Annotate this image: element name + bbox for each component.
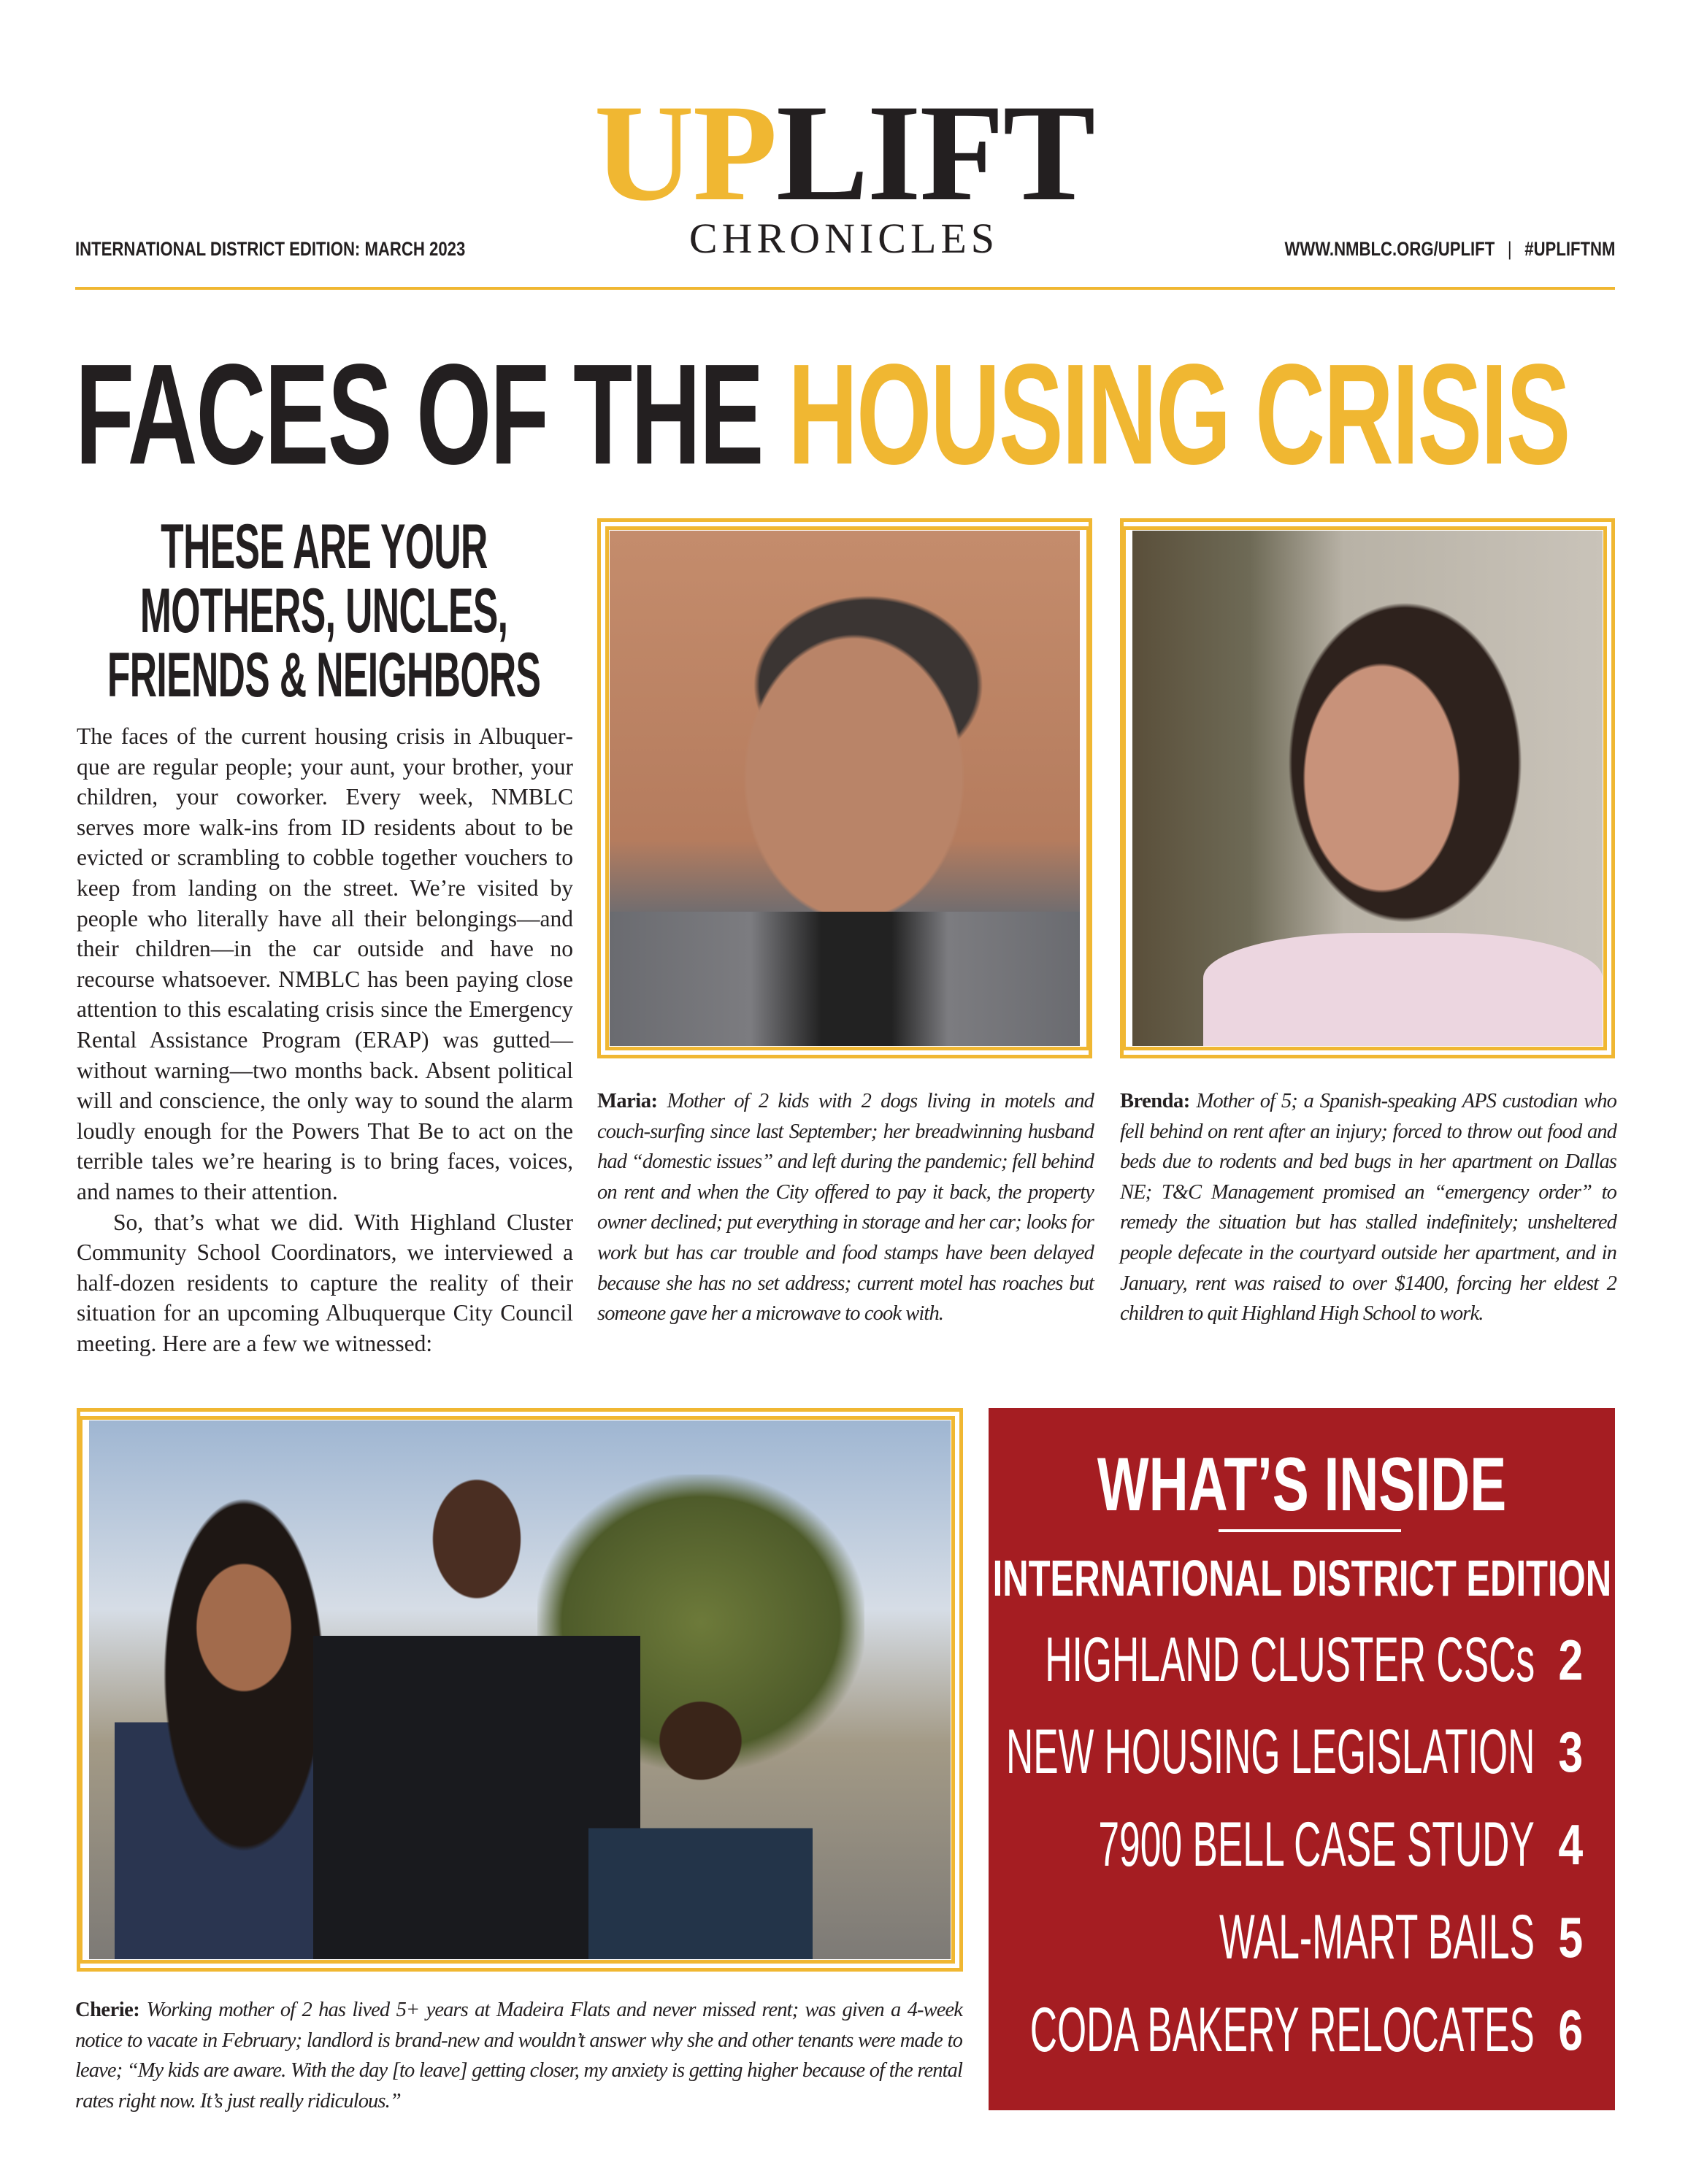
toc-page: 2	[1558, 1627, 1584, 1692]
profile-name: Cherie:	[75, 1999, 140, 2021]
headline-accent: HOUSING CRISIS	[788, 334, 1570, 494]
photo-maria	[597, 518, 1092, 1058]
subhead-line: FRIENDS & NEIGHBORS	[107, 640, 541, 710]
whats-inside-box	[989, 1408, 1615, 2110]
headline-dark: FACES OF THE	[75, 334, 789, 494]
photo-clothing	[1203, 933, 1603, 1046]
profile-text: Mother of 2 kids with 2 dogs living in motels and couch-surfing since last September; her breadwinning husband had “domestic issues” and left during the pandemic; fell behind on rent and when the City offered to pay it back, the property owner declined; put everything in storage and her car; looks for work but has car trouble and food stamps have been delayed because she has no set address; current motel has roaches but someone gave her a microwave to cook with.	[597, 1090, 1094, 1326]
logo-subtitle: CHRONICLES	[688, 215, 1000, 262]
caption-maria	[597, 1086, 1094, 1329]
subhead-line: THESE ARE YOUR	[161, 512, 488, 582]
photo-clothing	[610, 912, 1080, 1046]
toc-label: WAL-MART BAILS	[1219, 1902, 1535, 1972]
logo-title	[0, 77, 1688, 230]
toc-label: CODA BAKERY RELOCATES	[1029, 1994, 1535, 2065]
inside-subtitle: INTERNATIONAL DISTRICT EDITION	[992, 1550, 1611, 1607]
toc-item[interactable]	[718, 1624, 1584, 1695]
toc-item[interactable]	[653, 1716, 1584, 1787]
profile-name: Maria:	[597, 1090, 658, 1112]
toc-page: 6	[1558, 1997, 1584, 2062]
intro-article	[77, 721, 573, 1358]
intro-paragraph: So, that’s what we did. With Highland Cluster Community School Coordinators, we interviewed a half-dozen residents to capture the reality of their situation for an upcoming Albuquerque City Council meeting. Here are a few we witnessed:	[77, 1209, 573, 1356]
header-links	[1284, 238, 1615, 261]
inside-title: WHAT’S INSIDE	[1097, 1442, 1507, 1527]
toc-label: HIGHLAND CLUSTER CSCs	[1045, 1624, 1535, 1695]
caption-brenda	[1120, 1086, 1616, 1329]
masthead-logo	[0, 77, 1688, 262]
photo-person	[588, 1668, 813, 1959]
subheading	[77, 512, 572, 710]
edition-label: INTERNATIONAL DISTRICT EDITION: MARCH 2023	[75, 238, 466, 260]
profile-text: Working mother of 2 has lived 5+ years at Madeira Flats and never missed rent; was given a 4-week notice to vacate in February; landlord is brand-new and wouldn’t answer why she and other tenants were made to leave; “My kids are aware. With the day [to leave] getting closer, my anxiety is getting higher because of the rental rates right now. It’s just really ridiculous.”	[75, 1999, 962, 2112]
toc-page: 3	[1558, 1719, 1584, 1784]
website-link[interactable]: WWW.NMBLC.ORG/UPLIFT	[1284, 238, 1495, 260]
inside-rule	[1219, 1529, 1401, 1532]
subhead-line: MOTHERS, UNCLES,	[140, 576, 508, 646]
toc-page: 5	[1558, 1904, 1584, 1969]
toc-item[interactable]	[694, 1994, 1584, 2065]
separator: |	[1507, 238, 1512, 260]
page-headline	[75, 334, 1570, 494]
header-rule	[75, 287, 1615, 290]
hashtag: #UPLIFTNM	[1524, 238, 1615, 260]
profile-name: Brenda:	[1120, 1090, 1190, 1112]
toc-item[interactable]	[1009, 1904, 1584, 1970]
toc-item[interactable]	[807, 1809, 1584, 1880]
toc-label: 7900 BELL CASE STUDY	[1098, 1809, 1535, 1880]
photo-brenda	[1120, 518, 1615, 1058]
profile-text: Mother of 5; a Spanish-speaking APS custodian who fell behind on rent after an injury; forced to throw out food and beds due to rodents and bed bugs in her apartment on Dallas NE; T&C Management promised an “emergency order” to remedy the situation but has stalled indefinitely; unsheltered people defecate in the courtyard outside her apartment, and in January, rent was raised to over $1400, forcing her eldest 2 children to quit Highland High School to work.	[1120, 1090, 1616, 1326]
logo-up: UP	[594, 77, 776, 230]
intro-paragraph: The faces of the current housing crisis in Albuquerque are regular people; your aunt, your brother, your children, your coworker. Every week, NMBLC serves more walk-ins from ID residents about to be evicted or scrambling to cobble together vouchers to keep from landing on the street. We’re visited by people who literally have all their belongings—and their children—in the car outside and have no recourse whatsoever. NMBLC has been paying close attention to this escalating crisis since the Emergency Rental Assistance Program (ERAP) was gutted—without warning—two months back. Absent political will and conscience, the only way to sound the alarm loudly enough for the Powers That Be to act on the terrible tales we’re hearing is to bring faces, voices, and names to their attention.	[77, 723, 573, 1204]
toc-page: 4	[1558, 1812, 1584, 1877]
toc-label: NEW HOUSING LEGISLATION	[1005, 1716, 1535, 1787]
logo-lift: LIFT	[775, 77, 1094, 230]
